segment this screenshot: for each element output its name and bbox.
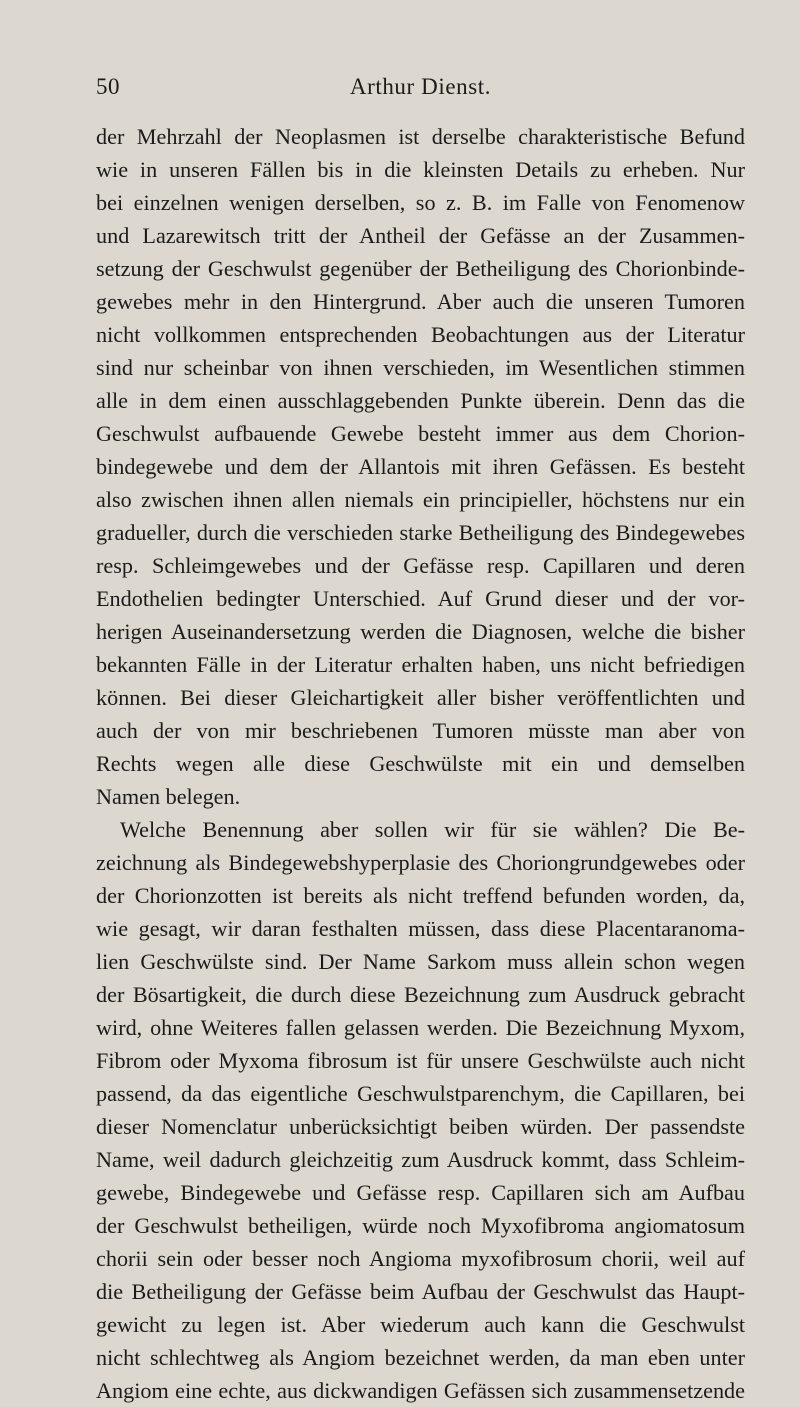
page-header xyxy=(96,74,745,104)
text-line: also zwischen ihnen allen niemals ein principieller, höchstens nur ein xyxy=(96,487,745,512)
text-line: bei einzelnen wenigen derselben, so z. B. im Falle von Fenomenow xyxy=(96,190,745,215)
page-number: 50 xyxy=(96,74,120,99)
text-line: wie in unseren Fällen bis in die kleinsten Details zu erheben. Nur xyxy=(96,157,745,182)
text-line: lien Geschwülste sind. Der Name Sarkom muss allein schon wegen xyxy=(96,949,745,974)
text-line: der Chorionzotten ist bereits als nicht treffend befunden worden, da, xyxy=(96,883,745,908)
text-line: passend, da das eigentliche Geschwulstparenchym, die Capillaren, bei xyxy=(96,1081,745,1106)
text-line: gewebe, Bindegewebe und Gefässe resp. Capillaren sich am Aufbau xyxy=(96,1180,745,1205)
text-line: bindegewebe und dem der Allantois mit ihren Gefässen. Es besteht xyxy=(96,454,745,479)
text-line: und Lazarewitsch tritt der Antheil der Gefässe an der Zusammen- xyxy=(96,223,745,248)
text-line: nicht schlechtweg als Angiom bezeichnet werden, da man eben unter xyxy=(96,1345,745,1370)
text-line: wird, ohne Weiteres fallen gelassen werden. Die Bezeichnung Myxom, xyxy=(96,1015,745,1040)
text-line: sind nur scheinbar von ihnen verschieden, im Wesentlichen stimmen xyxy=(96,355,745,380)
text-line: Angiom eine echte, aus dickwandigen Gefässen sich zusammensetzende xyxy=(96,1378,745,1403)
text-line: Geschwulst aufbauende Gewebe besteht immer aus dem Chorion- xyxy=(96,421,745,446)
running-head: Arthur Dienst. xyxy=(349,74,492,99)
text-line: gewebes mehr in den Hintergrund. Aber auch die unseren Tumoren xyxy=(96,289,745,314)
text-line: der Geschwulst betheiligen, würde noch Myxofibroma angiomatosum xyxy=(96,1213,745,1238)
text-line: der Mehrzahl der Neoplasmen ist derselbe charakteristische Befund xyxy=(96,124,745,149)
text-line: die Betheiligung der Gefässe beim Aufbau der Geschwulst das Haupt- xyxy=(96,1279,745,1304)
text-line: wie gesagt, wir daran festhalten müssen, dass diese Placentaranoma- xyxy=(96,916,745,941)
text-line: chorii sein oder besser noch Angioma myxofibrosum chorii, weil auf xyxy=(96,1246,745,1271)
text-line: Endothelien bedingter Unterschied. Auf Grund dieser und der vor- xyxy=(96,586,745,611)
text-line: alle in dem einen ausschlaggebenden Punkte überein. Denn das die xyxy=(96,388,745,413)
paragraph-end-line: Namen belegen. xyxy=(96,784,241,809)
text-line: setzung der Geschwulst gegenüber der Betheiligung des Chorionbinde- xyxy=(96,256,745,281)
text-line: gradueller, durch die verschieden starke Betheiligung des Bindegewebes xyxy=(96,520,745,545)
paragraph-start-line: Welche Benennung aber sollen wir für sie wählen? Die Be- xyxy=(120,817,745,842)
body-text xyxy=(96,120,745,1407)
text-line: dieser Nomenclatur unberücksichtigt beiben würden. Der passendste xyxy=(96,1114,745,1139)
text-line: Fibrom oder Myxoma fibrosum ist für unsere Geschwülste auch nicht xyxy=(96,1048,745,1073)
text-line: zeichnung als Bindegewebshyperplasie des Choriongrundgewebes oder xyxy=(96,850,745,875)
text-line: nicht vollkommen entsprechenden Beobachtungen aus der Literatur xyxy=(96,322,745,347)
text-line: können. Bei dieser Gleichartigkeit aller bisher veröffentlichten und xyxy=(96,685,745,710)
text-line: resp. Schleimgewebes und der Gefässe resp. Capillaren und deren xyxy=(96,553,745,578)
text-line: auch der von mir beschriebenen Tumoren müsste man aber von xyxy=(96,718,745,743)
text-line: gewicht zu legen ist. Aber wiederum auch kann die Geschwulst xyxy=(96,1312,745,1337)
text-line: herigen Auseinandersetzung werden die Diagnosen, welche die bisher xyxy=(96,619,745,644)
text-line: bekannten Fälle in der Literatur erhalten haben, uns nicht befriedigen xyxy=(96,652,745,677)
text-line: der Bösartigkeit, die durch diese Bezeichnung zum Ausdruck gebracht xyxy=(96,982,745,1007)
text-line: Name, weil dadurch gleichzeitig zum Ausdruck kommt, dass Schleim- xyxy=(96,1147,745,1172)
text-line: Rechts wegen alle diese Geschwülste mit ein und demselben xyxy=(96,751,745,776)
